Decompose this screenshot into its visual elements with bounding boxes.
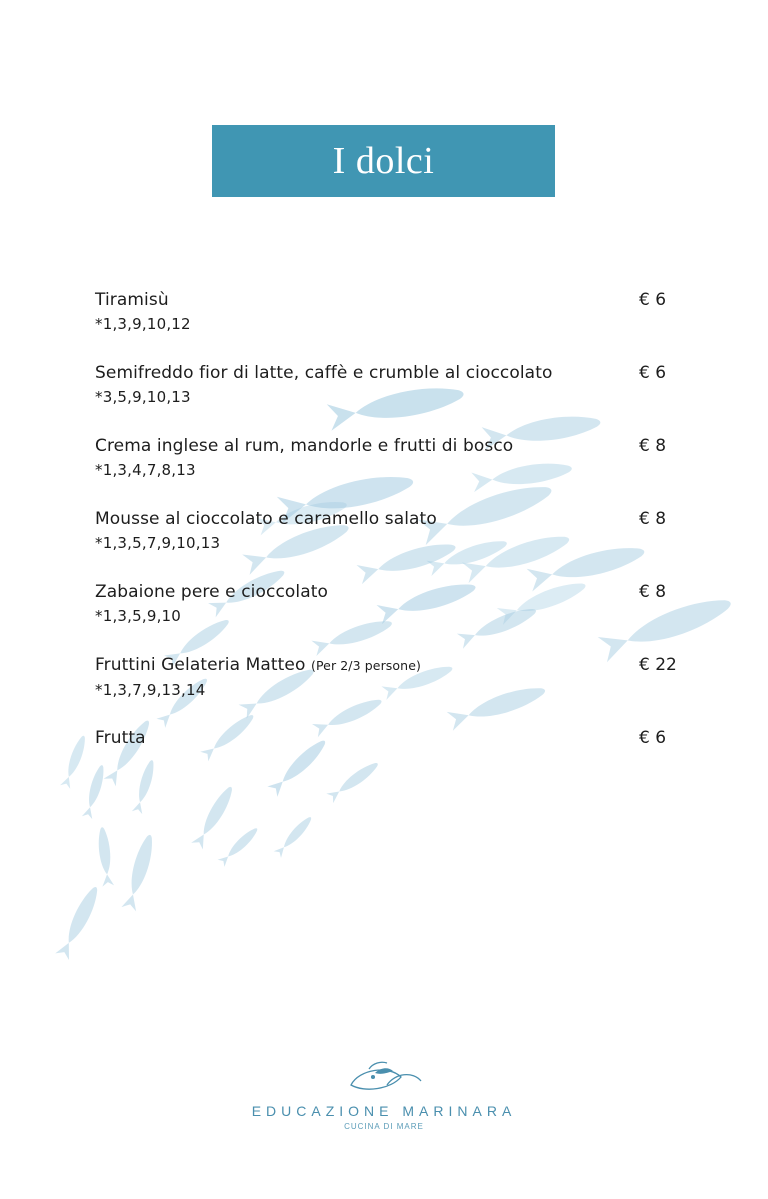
menu-item-price: € 8 xyxy=(639,582,667,602)
menu-item-name: Semifreddo fior di latte, caffè e crumble al cioccolato xyxy=(95,363,553,383)
page-title-banner xyxy=(212,125,555,197)
fish-logo-icon xyxy=(329,1055,439,1101)
menu-item xyxy=(95,580,695,653)
menu-item xyxy=(95,653,695,726)
menu-item-name: Zabaione pere e cioccolato xyxy=(95,582,328,602)
brand-tagline: CUCINA DI MARE xyxy=(344,1122,424,1131)
menu-item-price: € 6 xyxy=(639,363,667,383)
menu-item-name: Crema inglese al rum, mandorle e frutti di bosco xyxy=(95,436,514,456)
menu-item-allergens: *1,3,4,7,8,13 xyxy=(95,461,196,479)
fish-icon xyxy=(274,814,315,858)
menu-item-note: (Per 2/3 persone) xyxy=(310,658,421,673)
menu-item-price: € 22 xyxy=(639,655,677,675)
menu-item-allergens: *1,3,9,10,12 xyxy=(95,315,191,333)
fish-icon xyxy=(218,825,261,867)
brand-name: EDUCAZIONE MARINARA xyxy=(251,1103,517,1119)
fish-icon xyxy=(55,884,103,960)
menu-item-allergens: *3,5,9,10,13 xyxy=(95,388,191,406)
menu-item xyxy=(95,434,695,507)
menu-item-price: € 6 xyxy=(639,290,667,310)
menu-item xyxy=(95,361,695,434)
brand-logo xyxy=(0,1055,768,1131)
menu-item-price: € 8 xyxy=(639,436,667,456)
menu-item-name: Tiramisù xyxy=(95,290,169,310)
dessert-menu xyxy=(95,288,695,799)
fish-icon xyxy=(96,827,114,887)
menu-item-name: Mousse al cioccolato e caramello salato xyxy=(95,509,437,529)
menu-item xyxy=(95,507,695,580)
menu-item-allergens: *1,3,5,7,9,10,13 xyxy=(95,534,221,552)
menu-item-name: Fruttini Gelateria Matteo (Per 2/3 persone) xyxy=(95,655,421,675)
fish-icon xyxy=(121,833,157,912)
menu-item-name: Frutta xyxy=(95,728,146,748)
menu-item-price: € 8 xyxy=(639,509,667,529)
menu-item xyxy=(95,726,695,799)
menu-item xyxy=(95,288,695,361)
menu-item-allergens: *1,3,5,9,10 xyxy=(95,607,182,625)
page-title: I dolci xyxy=(332,140,435,182)
fish-icon xyxy=(60,734,89,789)
menu-item-price: € 6 xyxy=(639,728,667,748)
menu-item-allergens: *1,3,7,9,13,14 xyxy=(95,681,206,699)
